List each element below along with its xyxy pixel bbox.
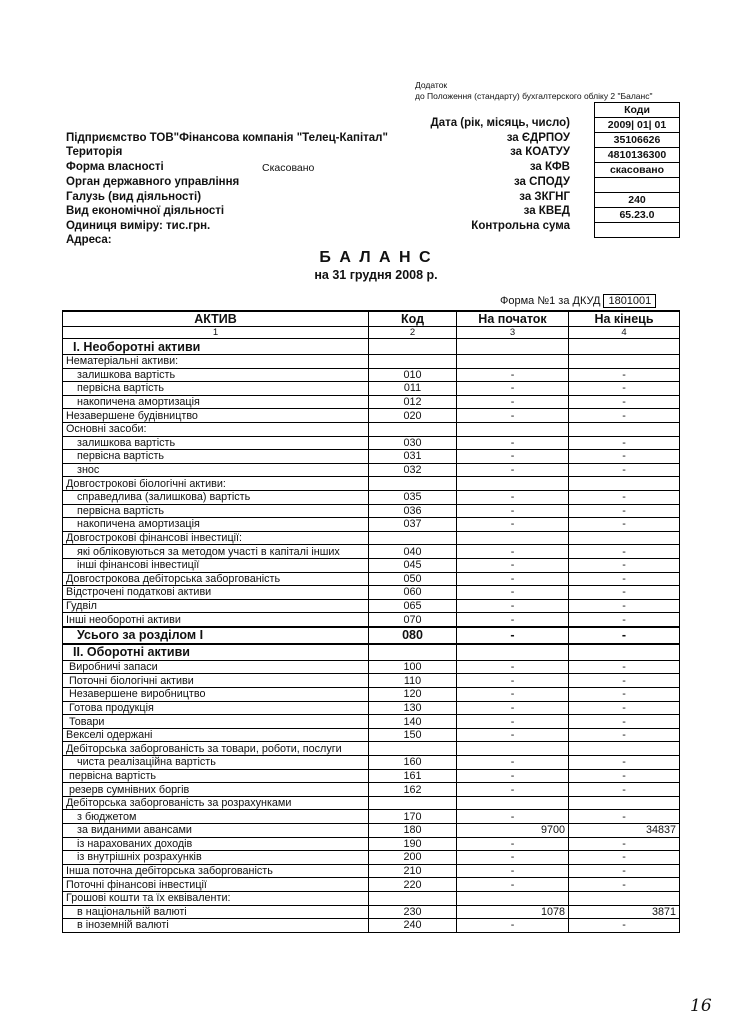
row-label: Векселі одержані [63, 728, 369, 742]
row-start-value: - [457, 660, 569, 674]
row-end-value: - [569, 769, 680, 783]
table-row [63, 728, 680, 742]
row-end-value: - [569, 756, 680, 770]
row-start-value [457, 742, 569, 756]
table-row [63, 891, 680, 905]
row-label: за виданими авансами [63, 824, 369, 838]
table-row [63, 477, 680, 491]
table-row [63, 409, 680, 423]
row-label: Поточні фінансові інвестиції [63, 878, 369, 892]
row-code: 200 [369, 851, 457, 865]
row-code: 035 [369, 490, 457, 504]
checksum-label: Контрольна сума [471, 220, 570, 232]
row-code [369, 796, 457, 810]
unit-label: Одиниця виміру: тис.грн. [66, 220, 211, 232]
row-end-value: - [569, 919, 680, 933]
code-kfv: скасовано [595, 163, 679, 178]
row-code: 100 [369, 660, 457, 674]
row-code: 065 [369, 599, 457, 613]
table-row [63, 796, 680, 810]
row-end-value: - [569, 627, 680, 644]
table-row [63, 837, 680, 851]
row-code: 162 [369, 783, 457, 797]
row-code: 070 [369, 613, 457, 627]
section-row [63, 339, 680, 355]
row-label: Інші необоротні активи [63, 613, 369, 627]
row-label: Довгострокові фінансові інвестиції: [63, 531, 369, 545]
industry-label: Галузь (вид діяльності) [66, 191, 202, 203]
row-start-value: 9700 [457, 824, 569, 838]
table-row [63, 851, 680, 865]
row-start-value: - [457, 783, 569, 797]
row-end-value: - [569, 715, 680, 729]
table-row [63, 756, 680, 770]
code-spodu [595, 178, 679, 193]
row-start-value: - [457, 504, 569, 518]
row-end-value: - [569, 463, 680, 477]
row-label: II. Оборотні активи [63, 644, 369, 661]
row-start-value: - [457, 728, 569, 742]
row-start-value: - [457, 674, 569, 688]
row-end-value: - [569, 436, 680, 450]
row-code: 011 [369, 382, 457, 396]
row-start-value: - [457, 382, 569, 396]
row-label: Основні засоби: [63, 422, 369, 436]
row-code [369, 742, 457, 756]
row-start-value [457, 644, 569, 661]
row-code: 180 [369, 824, 457, 838]
table-row [63, 558, 680, 572]
company-label: Підприємство ТОВ"Фінансова компанія "Телец-Капітал" [66, 132, 388, 144]
table-row [63, 688, 680, 702]
ownership-value: Скасовано [262, 162, 315, 174]
row-end-value [569, 891, 680, 905]
row-start-value: - [457, 518, 569, 532]
table-row [63, 382, 680, 396]
row-code: 140 [369, 715, 457, 729]
col-num-3: 3 [457, 327, 569, 339]
table-row [63, 531, 680, 545]
row-start-value: - [457, 769, 569, 783]
row-start-value: - [457, 545, 569, 559]
row-code: 230 [369, 905, 457, 919]
row-end-value: - [569, 599, 680, 613]
row-start-value: - [457, 919, 569, 933]
zkgng-label: за ЗКГНГ [519, 191, 570, 203]
row-end-value: - [569, 490, 680, 504]
table-row [63, 518, 680, 532]
row-start-value: - [457, 436, 569, 450]
row-label: накопичена амортизація [63, 395, 369, 409]
row-code: 031 [369, 450, 457, 464]
territory-label: Територія [66, 146, 123, 158]
total-row [63, 627, 680, 644]
row-start-value: - [457, 837, 569, 851]
row-end-value [569, 339, 680, 355]
row-end-value: - [569, 558, 680, 572]
kved-label: за КВЕД [523, 205, 570, 217]
table-row [63, 368, 680, 382]
row-label: Відстрочені податкові активи [63, 586, 369, 600]
row-label: Незавершене виробництво [63, 688, 369, 702]
row-end-value: 3871 [569, 905, 680, 919]
row-label: Дебіторська заборгованість за товари, роботи, послуги [63, 742, 369, 756]
row-end-value: - [569, 783, 680, 797]
ownership-label: Форма власності [66, 161, 164, 173]
row-start-value: 1078 [457, 905, 569, 919]
row-label: Довгострокова дебіторська заборгованість [63, 572, 369, 586]
row-end-value: - [569, 409, 680, 423]
row-code: 120 [369, 688, 457, 702]
table-row [63, 599, 680, 613]
row-code: 160 [369, 756, 457, 770]
row-start-value: - [457, 864, 569, 878]
row-end-value: - [569, 382, 680, 396]
row-end-value [569, 796, 680, 810]
row-start-value: - [457, 688, 569, 702]
row-label: Гудвіл [63, 599, 369, 613]
row-start-value [457, 355, 569, 369]
row-code: 210 [369, 864, 457, 878]
row-start-value: - [457, 715, 569, 729]
row-end-value [569, 742, 680, 756]
row-label: резерв сумнівних боргів [63, 783, 369, 797]
section-row [63, 644, 680, 661]
row-end-value: - [569, 518, 680, 532]
row-code: 130 [369, 701, 457, 715]
header-start: На початок [457, 311, 569, 327]
code-date: 2009| 01| 01 [595, 118, 679, 133]
row-start-value [457, 422, 569, 436]
header-end: На кінець [569, 311, 680, 327]
row-code: 150 [369, 728, 457, 742]
row-end-value: - [569, 810, 680, 824]
table-row [63, 824, 680, 838]
row-label: первісна вартість [63, 504, 369, 518]
balance-table [62, 310, 680, 933]
date-label: Дата (рік, місяць, число) [430, 117, 570, 129]
row-start-value: - [457, 558, 569, 572]
form-line [500, 294, 656, 308]
col-num-4: 4 [569, 327, 680, 339]
table-row [63, 742, 680, 756]
row-start-value [457, 796, 569, 810]
codes-title: Коди [595, 103, 679, 118]
row-label: Поточні біологічні активи [63, 674, 369, 688]
row-label: первісна вартість [63, 450, 369, 464]
row-code: 170 [369, 810, 457, 824]
row-label: з бюджетом [63, 810, 369, 824]
row-label: накопичена амортизація [63, 518, 369, 532]
row-label: Товари [63, 715, 369, 729]
row-end-value: - [569, 572, 680, 586]
row-label: Готова продукція [63, 701, 369, 715]
row-end-value [569, 422, 680, 436]
row-code: 045 [369, 558, 457, 572]
row-start-value: - [457, 851, 569, 865]
codes-box [594, 102, 680, 238]
row-end-value: - [569, 395, 680, 409]
row-label: в іноземній валюті [63, 919, 369, 933]
row-label: первісна вартість [63, 382, 369, 396]
table-row [63, 436, 680, 450]
table-row [63, 545, 680, 559]
row-start-value [457, 477, 569, 491]
row-label: Грошові кошти та їх еквіваленти: [63, 891, 369, 905]
row-end-value: - [569, 728, 680, 742]
row-label: чиста реалізаційна вартість [63, 756, 369, 770]
row-start-value: - [457, 490, 569, 504]
column-number-row [63, 327, 680, 339]
code-koatuu: 4810136300 [595, 148, 679, 163]
row-end-value: - [569, 586, 680, 600]
table-row [63, 450, 680, 464]
row-start-value: - [457, 627, 569, 644]
row-start-value [457, 339, 569, 355]
table-row [63, 490, 680, 504]
code-edrpou: 35106626 [595, 133, 679, 148]
koatuu-label: за КОАТУУ [510, 146, 570, 158]
table-row [63, 864, 680, 878]
row-end-value: 34837 [569, 824, 680, 838]
row-end-value: - [569, 545, 680, 559]
row-end-value: - [569, 851, 680, 865]
table-row [63, 463, 680, 477]
row-label: справедлива (залишкова) вартість [63, 490, 369, 504]
form-code: 1801001 [603, 294, 656, 308]
row-code: 032 [369, 463, 457, 477]
row-start-value: - [457, 613, 569, 627]
row-code [369, 531, 457, 545]
row-end-value [569, 355, 680, 369]
row-start-value: - [457, 701, 569, 715]
row-end-value: - [569, 688, 680, 702]
page-number-handwritten: 16 [690, 996, 712, 1016]
row-end-value: - [569, 864, 680, 878]
row-start-value: - [457, 572, 569, 586]
spodu-label: за СПОДУ [513, 176, 570, 188]
row-label: із внутрішніх розрахунків [63, 851, 369, 865]
col-num-2: 2 [369, 327, 457, 339]
row-code [369, 477, 457, 491]
kfv-label: за КФВ [529, 161, 570, 173]
appendix-note: Додаток [415, 80, 448, 90]
row-label: Незавершене будівництво [63, 409, 369, 423]
row-end-value: - [569, 368, 680, 382]
row-code: 040 [369, 545, 457, 559]
row-label: які обліковуються за методом участі в капіталі інших [63, 545, 369, 559]
row-label: I. Необоротні активи [63, 339, 369, 355]
appendix-reference: до Положення (стандарту) бухгалтерского обліку 2 "Баланс" [415, 91, 653, 101]
form-label: Форма №1 за ДКУД [500, 295, 601, 307]
row-code [369, 422, 457, 436]
row-start-value [457, 891, 569, 905]
row-code: 012 [369, 395, 457, 409]
address-label: Адреса: [66, 234, 112, 246]
code-zkgng: 240 [595, 193, 679, 208]
row-end-value: - [569, 613, 680, 627]
row-end-value: - [569, 837, 680, 851]
row-end-value [569, 644, 680, 661]
table-row [63, 919, 680, 933]
row-end-value: - [569, 450, 680, 464]
row-label: Виробничі запаси [63, 660, 369, 674]
row-end-value: - [569, 701, 680, 715]
row-start-value: - [457, 450, 569, 464]
row-end-value: - [569, 660, 680, 674]
row-start-value: - [457, 599, 569, 613]
row-start-value: - [457, 395, 569, 409]
row-start-value: - [457, 756, 569, 770]
row-start-value: - [457, 409, 569, 423]
table-row [63, 783, 680, 797]
row-label: залишкова вартість [63, 368, 369, 382]
table-row [63, 715, 680, 729]
table-row [63, 701, 680, 715]
col-num-1: 1 [63, 327, 369, 339]
row-start-value: - [457, 810, 569, 824]
table-row [63, 769, 680, 783]
row-end-value: - [569, 504, 680, 518]
header-code: Код [369, 311, 457, 327]
table-row [63, 660, 680, 674]
row-start-value: - [457, 368, 569, 382]
row-code: 050 [369, 572, 457, 586]
row-label: Нематеріальні активи: [63, 355, 369, 369]
table-header-row [63, 311, 680, 327]
row-end-value [569, 477, 680, 491]
table-row [63, 613, 680, 627]
row-code: 060 [369, 586, 457, 600]
table-row [63, 422, 680, 436]
row-code: 020 [369, 409, 457, 423]
row-code: 080 [369, 627, 457, 644]
row-label: інші фінансові інвестиції [63, 558, 369, 572]
row-code: 037 [369, 518, 457, 532]
table-row [63, 504, 680, 518]
row-code [369, 644, 457, 661]
page-subtitle: на 31 грудня 2008 р. [314, 268, 438, 282]
table-row [63, 674, 680, 688]
row-label: Довгострокові біологічні активи: [63, 477, 369, 491]
row-label: знос [63, 463, 369, 477]
code-kved: 65.23.0 [595, 208, 679, 223]
table-row [63, 810, 680, 824]
gov-body-label: Орган державного управління [66, 176, 240, 188]
row-code [369, 891, 457, 905]
table-row [63, 395, 680, 409]
row-code: 110 [369, 674, 457, 688]
row-start-value: - [457, 878, 569, 892]
table-row [63, 355, 680, 369]
row-label: залишкова вартість [63, 436, 369, 450]
row-start-value: - [457, 463, 569, 477]
row-code: 190 [369, 837, 457, 851]
table-row [63, 586, 680, 600]
row-code: 220 [369, 878, 457, 892]
row-code: 010 [369, 368, 457, 382]
row-code: 036 [369, 504, 457, 518]
table-row [63, 572, 680, 586]
row-end-value: - [569, 674, 680, 688]
edrpou-label: за ЄДРПОУ [506, 132, 570, 144]
row-label: Усього за розділом I [63, 627, 369, 644]
header-asset: АКТИВ [63, 311, 369, 327]
row-end-value [569, 531, 680, 545]
row-label: первісна вартість [63, 769, 369, 783]
code-checksum [595, 223, 679, 237]
table-row [63, 905, 680, 919]
row-code: 030 [369, 436, 457, 450]
row-code [369, 355, 457, 369]
row-label: із нарахованих доходів [63, 837, 369, 851]
activity-label: Вид економічної діяльності [66, 205, 225, 217]
row-label: Дебіторська заборгованість за розрахунками [63, 796, 369, 810]
row-start-value: - [457, 586, 569, 600]
page-title: Б А Л А Н С [319, 249, 433, 266]
row-code: 240 [369, 919, 457, 933]
row-start-value [457, 531, 569, 545]
row-code [369, 339, 457, 355]
table-row [63, 878, 680, 892]
row-label: в національній валюті [63, 905, 369, 919]
row-end-value: - [569, 878, 680, 892]
row-code: 161 [369, 769, 457, 783]
row-label: Інша поточна дебіторська заборгованість [63, 864, 369, 878]
